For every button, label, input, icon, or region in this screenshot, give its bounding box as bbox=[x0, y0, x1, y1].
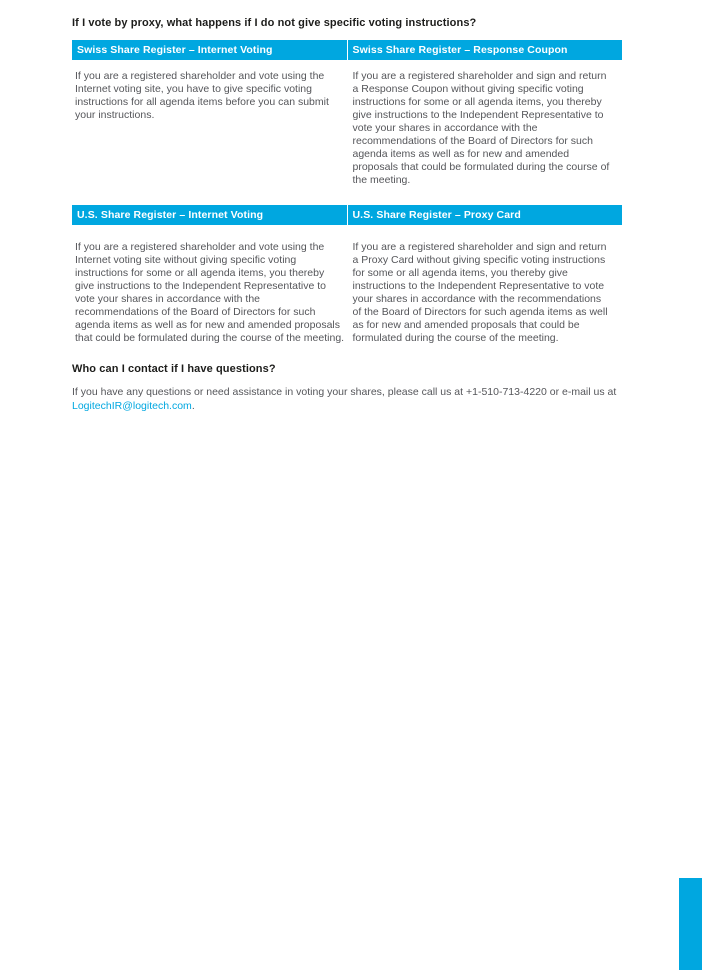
proxy-question-heading: If I vote by proxy, what happens if I do not give specific voting instructions? bbox=[72, 17, 477, 29]
table-header-cell-us-internet-voting: U.S. Share Register – Internet Voting bbox=[72, 205, 347, 225]
table-header-row bbox=[72, 40, 622, 60]
contact-question-heading: Who can I contact if I have questions? bbox=[72, 363, 276, 375]
page-content bbox=[72, 17, 622, 413]
table-body-row bbox=[72, 60, 622, 187]
contact-text-before: If you have any questions or need assistance in voting your shares, please call us at +1-510-713-4220 or e-mail us at bbox=[72, 386, 617, 398]
table-body-cell-swiss-internet-voting: If you are a registered shareholder and vote using the Internet voting site, you have to give specific voting instructions for all agenda items before you can submit your instructions. bbox=[75, 70, 329, 121]
table-header-row bbox=[72, 205, 622, 225]
table-body-cell-us-proxy-card: If you are a registered shareholder and sign and return a Proxy Card without giving specific voting instructions for some or all agenda items, you thereby give instructions to the Independent Representative to vote your shares in accordance with the recommendations of the Board of Directors for such agenda items as well as for new and amended proposals that could be formulated during the course of the meeting. bbox=[352, 241, 608, 344]
us-share-register-table bbox=[72, 205, 622, 345]
table-header-cell-us-proxy-card: U.S. Share Register – Proxy Card bbox=[348, 205, 623, 225]
table-header-cell-swiss-internet-voting: Swiss Share Register – Internet Voting bbox=[72, 40, 347, 60]
table-header-cell-swiss-response-coupon: Swiss Share Register – Response Coupon bbox=[348, 40, 623, 60]
contact-text-after: . bbox=[191, 400, 195, 412]
page-edge-tab bbox=[679, 878, 702, 970]
table-body-cell-swiss-response-coupon: If you are a registered shareholder and sign and return a Response Coupon without giving specific voting instructions for some or all agenda items, you thereby give instructions to the Independent Representative to vote your shares in accordance with the recommendations of the Board of Directors for such agenda items as well as for new and amended proposals that could be formulated during the course of the meeting. bbox=[352, 70, 610, 186]
contact-paragraph bbox=[72, 385, 622, 413]
table-body-cell-us-internet-voting: If you are a registered shareholder and vote using the Internet voting site without giving specific voting instructions for some or all agenda items, you thereby give instructions to the Independent Representative to vote your shares in accordance with the recommendations of the Board of Directors for such agenda items as well as for new and amended proposals that could be formulated during the course of the meeting. bbox=[75, 241, 345, 344]
email-link[interactable]: LogitechIR@logitech.com bbox=[72, 400, 192, 412]
table-body-row bbox=[72, 225, 622, 345]
swiss-share-register-table bbox=[72, 40, 622, 187]
